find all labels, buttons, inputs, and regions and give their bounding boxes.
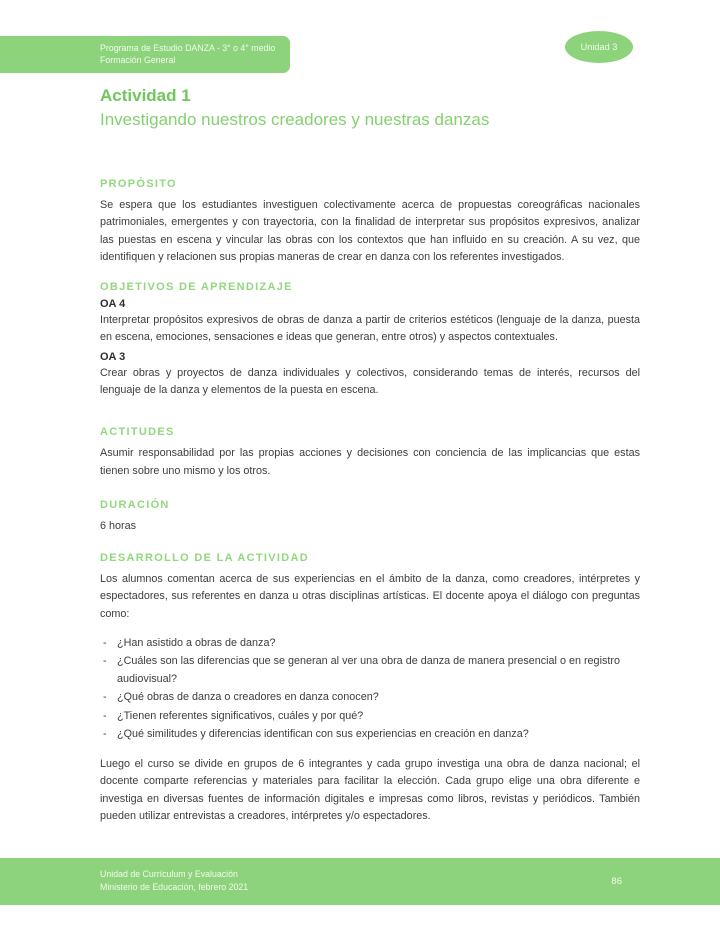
- unit-badge: Unidad 3: [565, 31, 633, 63]
- question-list: [100, 634, 640, 743]
- oa-label-3: OA 3: [100, 350, 126, 363]
- question-text: ¿Cuáles son las diferencias que se generan al ver una obra de danza de manera presencial o en registro audiovisual?: [117, 655, 620, 686]
- question-item: [100, 634, 640, 652]
- oa-label-4: OA 4: [100, 298, 126, 311]
- section-heading-objetivos: OBJETIVOS DE APRENDIZAJE: [100, 281, 293, 294]
- footer-line1: Unidad de Currículum y Evaluación: [100, 869, 238, 879]
- oa-body-3: Crear obras y proyectos de danza individuales y colectivos, considerando temas de interés, recursos del lenguaje de la danza y elementos de la puesta en escena.: [100, 366, 640, 397]
- question-item: [100, 725, 640, 743]
- oa-body-4: Interpretar propósitos expresivos de obras de danza a partir de criterios estéticos (lenguaje de la danza, puesta en escena, emociones, sensaciones e ideas que generan, entre otros) y aspectos contextuales.: [100, 314, 640, 344]
- program-title: Programa de Estudio DANZA - 3° o 4° medio: [100, 43, 276, 53]
- program-subtitle: Formación General: [100, 55, 176, 65]
- question-text: ¿Han asistido a obras de danza?: [117, 636, 276, 649]
- document-content: [100, 0, 640, 825]
- desarrollo-closing: Luego el curso se divide en grupos de 6 integrantes y cada grupo investiga una obra de danza nacional; el docente comparte referencias y materiales para facilitar la elección. Cada grupo elige una obra diferente e investiga en diversas fuentes de información digitales e impresas como libros, revistas y periódicos. También pueden utilizar entrevistas a creadores, intérpretes y/o espectadores.: [100, 758, 640, 822]
- section-heading-duracion: DURACIÓN: [100, 498, 170, 511]
- actitudes-body: Asumir responsabilidad por las propias acciones y decisiones con conciencia de las implicancias que estas tienen sobre uno mismo y los otros.: [100, 447, 640, 477]
- duracion-value: 6 horas: [100, 519, 137, 532]
- question-text: ¿Qué similitudes y diferencias identifican con sus experiencias en creación en danza?: [117, 727, 529, 740]
- section-heading-actitudes: ACTITUDES: [100, 426, 175, 439]
- section-heading-desarrollo: DESARROLLO DE LA ACTIVIDAD: [100, 551, 309, 564]
- footer-band: [0, 858, 720, 905]
- page-number: 86: [611, 875, 622, 887]
- section-heading-proposito: PROPÓSITO: [100, 178, 177, 190]
- desarrollo-intro: Los alumnos comentan acerca de sus experiencias en el ámbito de la danza, como creadores, intérpretes y espectadores, sus referentes en danza u otras disciplinas artísticas. El docente apoya el diálogo con preguntas como:: [100, 572, 640, 620]
- question-item: [100, 688, 640, 706]
- activity-subtitle: Investigando nuestros creadores y nuestras danzas: [100, 110, 490, 129]
- proposito-body: Se espera que los estudiantes investiguen colectivamente acerca de propuestas coreográficas nacionales patrimoniales, emergentes y con trayectoria, con la finalidad de interpretar sus propósitos expresivos, analizar las puestas en escena y vincular las obras con los contextos que han influido en su creación. A su vez, que identifiquen y relacionen sus propias maneras de crear en danza con los referentes investigados.: [100, 199, 640, 263]
- activity-title: Actividad 1: [100, 86, 191, 105]
- question-text: ¿Tienen referentes significativos, cuáles y por qué?: [117, 709, 364, 722]
- question-text: ¿Qué obras de danza o creadores en danza conocen?: [117, 691, 379, 704]
- question-item: [100, 707, 640, 725]
- footer-line2: Ministerio de Educación, febrero 2021: [100, 881, 249, 892]
- question-item: [100, 652, 640, 688]
